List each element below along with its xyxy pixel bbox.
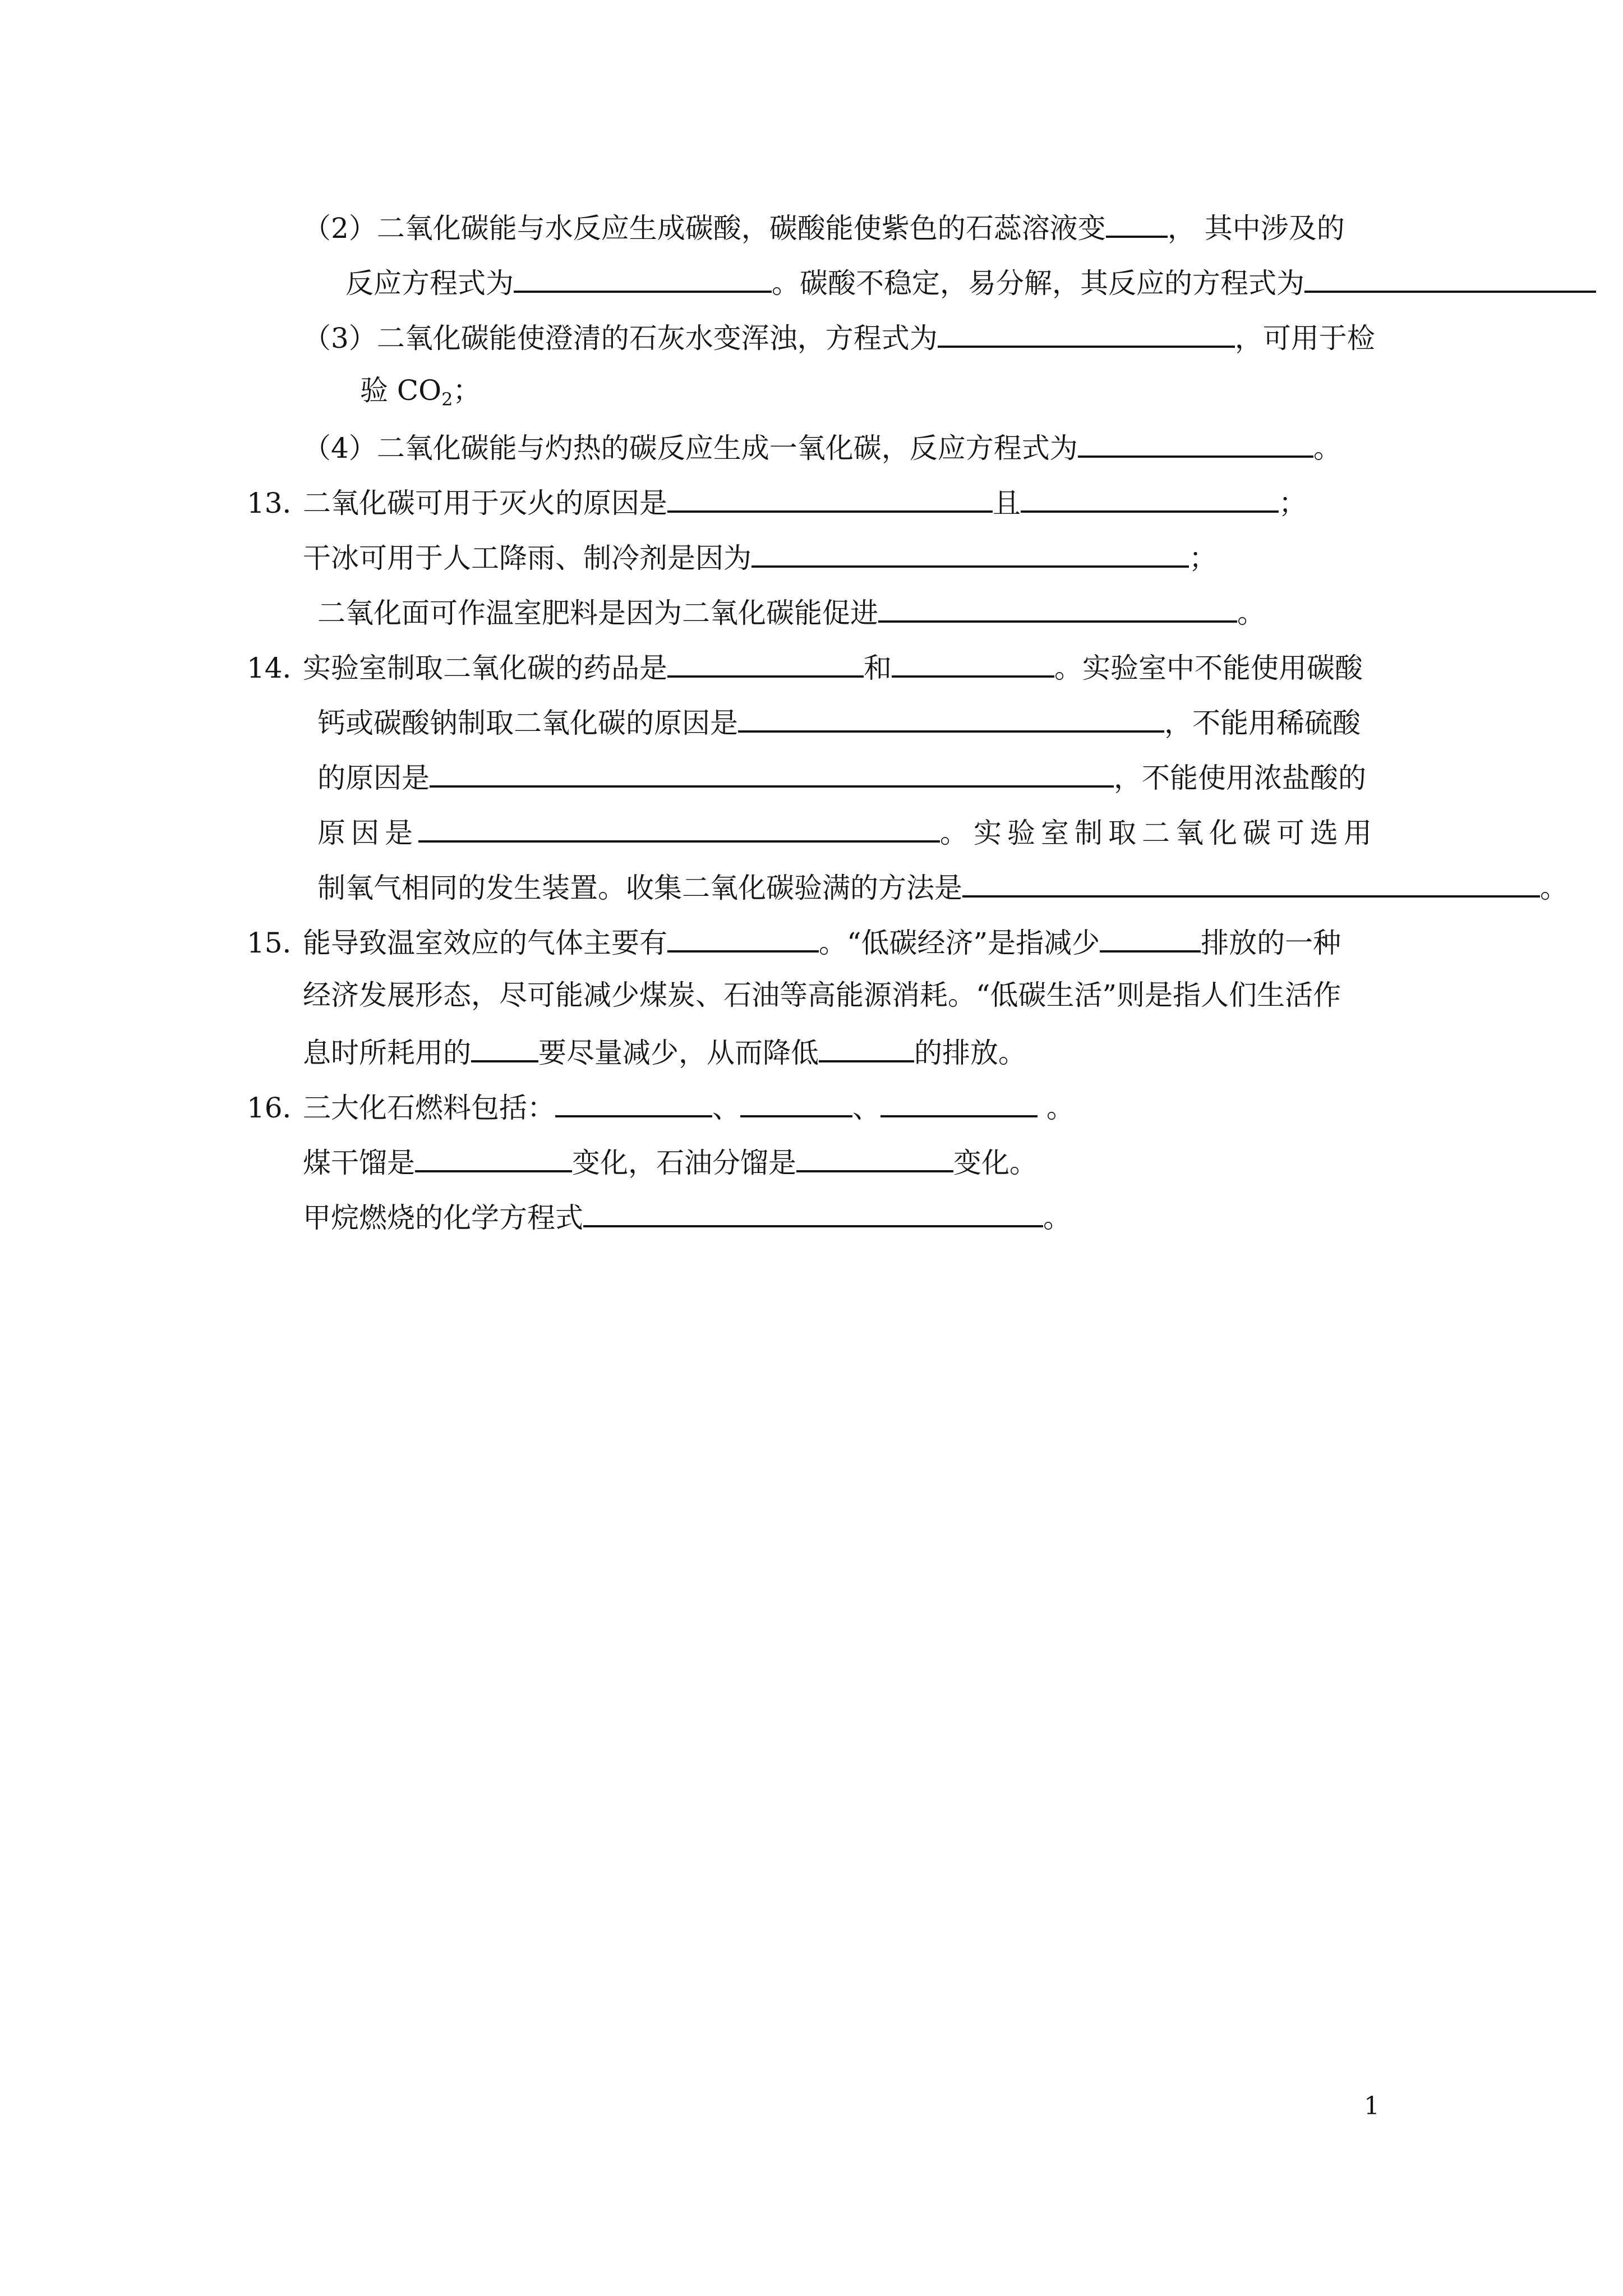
q14-line5-text-a: 制氧气相同的发生装置。收集二氧化碳验满的方法是 <box>317 872 962 904</box>
q13-text-a: 二氧化碳可用于灭火的原因是 <box>303 487 667 519</box>
q14-number: 14． <box>247 652 311 684</box>
q16-sep2: 、 <box>852 1092 880 1124</box>
q15-line2 <box>303 978 1341 1012</box>
q14-text-c: 。实验室中不能使用碳酸 <box>1054 652 1363 684</box>
q15-number: 15． <box>247 927 311 959</box>
answer-blank[interactable] <box>962 868 1540 898</box>
answer-blank[interactable] <box>1100 923 1201 953</box>
q15-text-b: 。“低碳经济”是指减少 <box>819 927 1100 959</box>
q13-line2-text-b: ； <box>1189 542 1217 574</box>
q12-item2-text-a: 二氧化碳能与水反应生成碳酸，碳酸能使紫色的石蕊溶液变 <box>376 212 1106 245</box>
q14-line4 <box>317 813 1377 847</box>
q12-item2-label: （2） <box>303 212 377 245</box>
q16-end1: 。 <box>1038 1092 1075 1124</box>
q14-line1 <box>247 648 1363 682</box>
answer-blank[interactable] <box>796 1143 953 1172</box>
answer-blank[interactable] <box>471 1033 538 1062</box>
answer-blank[interactable] <box>415 1143 572 1172</box>
q12-item2-line2 <box>345 264 1596 300</box>
q12-item3-text-a: 二氧化碳能使澄清的石灰水变浑浊，方程式为 <box>376 322 938 355</box>
answer-blank[interactable] <box>583 1198 1043 1227</box>
q15-line3-text-a: 息时所耗用的 <box>303 1037 471 1069</box>
q14-line4-text-a: 原因是 <box>317 817 418 849</box>
q16-line3-text-b: 。 <box>1043 1202 1071 1234</box>
q16-line2 <box>303 1143 1038 1177</box>
subscript-2: 2 <box>441 389 453 410</box>
q12-item4-text-a: 二氧化碳能与灼热的碳反应生成一氧化碳，反应方程式为 <box>376 432 1078 464</box>
q15-line3-text-c: 的排放。 <box>914 1037 1026 1069</box>
answer-blank[interactable] <box>667 648 864 678</box>
q13-line2 <box>303 539 1217 572</box>
page-number: 1 <box>1364 2092 1380 2120</box>
answer-blank[interactable] <box>740 1088 852 1117</box>
q14-line2-text-b: ，不能用稀硫酸 <box>1164 707 1361 739</box>
answer-blank[interactable] <box>1078 429 1313 458</box>
q14-line5 <box>317 868 1568 902</box>
q14-line3 <box>317 758 1366 792</box>
q14-line5-text-b: 。 <box>1540 872 1568 904</box>
q12-item4-line1 <box>303 429 1341 462</box>
q12-item3-text-b: ，可用于检 <box>1234 322 1375 355</box>
answer-blank[interactable] <box>1304 264 1596 293</box>
q13-number: 13． <box>247 487 311 519</box>
answer-blank[interactable] <box>418 813 940 843</box>
answer-blank[interactable] <box>514 264 772 293</box>
q15-text-a: 能导致温室效应的气体主要有 <box>303 927 667 959</box>
q12-item4-text-b: 。 <box>1313 432 1341 464</box>
q14-line3-text-b: ，不能使用浓盐酸的 <box>1114 762 1366 794</box>
answer-blank[interactable] <box>938 319 1235 348</box>
q13-line3-text-a: 二氧化面可作温室肥料是因为二氧化碳能促进 <box>317 597 878 629</box>
q13-line3-text-b: 。 <box>1237 597 1265 629</box>
answer-blank[interactable] <box>878 593 1237 623</box>
q14-text-a: 实验室制取二氧化碳的药品是 <box>303 652 667 684</box>
q15-line3-text-b: 要尽量减少，从而降低 <box>538 1037 819 1069</box>
q14-line2 <box>317 703 1361 737</box>
answer-blank[interactable] <box>667 923 819 953</box>
answer-blank[interactable] <box>555 1088 712 1117</box>
q12-item2-line2-text-a: 反应方程式为 <box>345 267 514 300</box>
answer-blank[interactable] <box>1106 209 1168 238</box>
q12-item3-line2-text-a: 验 CO <box>360 374 442 407</box>
q12-item2-line1 <box>303 209 1345 245</box>
q16-line3-text-a: 甲烷燃烧的化学方程式 <box>303 1202 583 1234</box>
q12-item3-line1 <box>303 319 1375 355</box>
q14-line3-text-a: 的原因是 <box>317 762 430 794</box>
q14-line4-text-b: 。实验室制取二氧化碳可选用 <box>940 817 1377 849</box>
q16-line1 <box>247 1088 1075 1122</box>
q14-text-b: 和 <box>864 652 892 684</box>
answer-blank[interactable] <box>667 484 993 513</box>
q16-line2-text-b: 变化，石油分馏是 <box>572 1147 796 1179</box>
q12-item4-label: （4） <box>303 432 377 464</box>
q16-line2-text-c: 变化。 <box>953 1147 1038 1179</box>
answer-blank[interactable] <box>1021 484 1279 513</box>
q16-line2-text-a: 煤干馏是 <box>303 1147 415 1179</box>
q16-line3 <box>303 1198 1071 1232</box>
q13-text-b: 且 <box>993 487 1021 519</box>
answer-blank[interactable] <box>880 1088 1038 1117</box>
q15-text-c: 排放的一种 <box>1201 927 1341 959</box>
q13-text-c: ； <box>1279 487 1307 519</box>
answer-blank[interactable] <box>738 703 1164 733</box>
answer-blank[interactable] <box>430 758 1114 788</box>
q12-item2-text-b: ， 其中涉及的 <box>1167 212 1345 245</box>
q16-number: 16． <box>247 1092 311 1124</box>
q12-item3-line2-text-b: ； <box>453 374 481 407</box>
q14-line2-text-a: 钙或碳酸钠制取二氧化碳的原因是 <box>317 707 738 739</box>
q16-text-a: 三大化石燃料包括： <box>303 1092 555 1124</box>
q12-item3-line2 <box>360 374 481 410</box>
answer-blank[interactable] <box>819 1033 914 1062</box>
q15-line2-text: 经济发展形态，尽可能减少煤炭、石油等高能源消耗。“低碳生活”则是指人们生活作 <box>303 979 1341 1011</box>
q13-line2-text-a: 干冰可用于人工降雨、制冷剂是因为 <box>303 542 751 574</box>
answer-blank[interactable] <box>892 648 1054 678</box>
q13-line1 <box>247 484 1307 517</box>
q16-sep1: 、 <box>712 1092 740 1124</box>
q15-line1 <box>247 923 1341 957</box>
q12-item2-line2-text-b: 。碳酸不稳定，易分解，其反应的方程式为 <box>772 267 1304 300</box>
answer-blank[interactable] <box>751 539 1189 568</box>
q12-item3-label: （3） <box>303 322 377 355</box>
q15-line3 <box>303 1033 1026 1067</box>
q13-line3 <box>317 593 1265 627</box>
